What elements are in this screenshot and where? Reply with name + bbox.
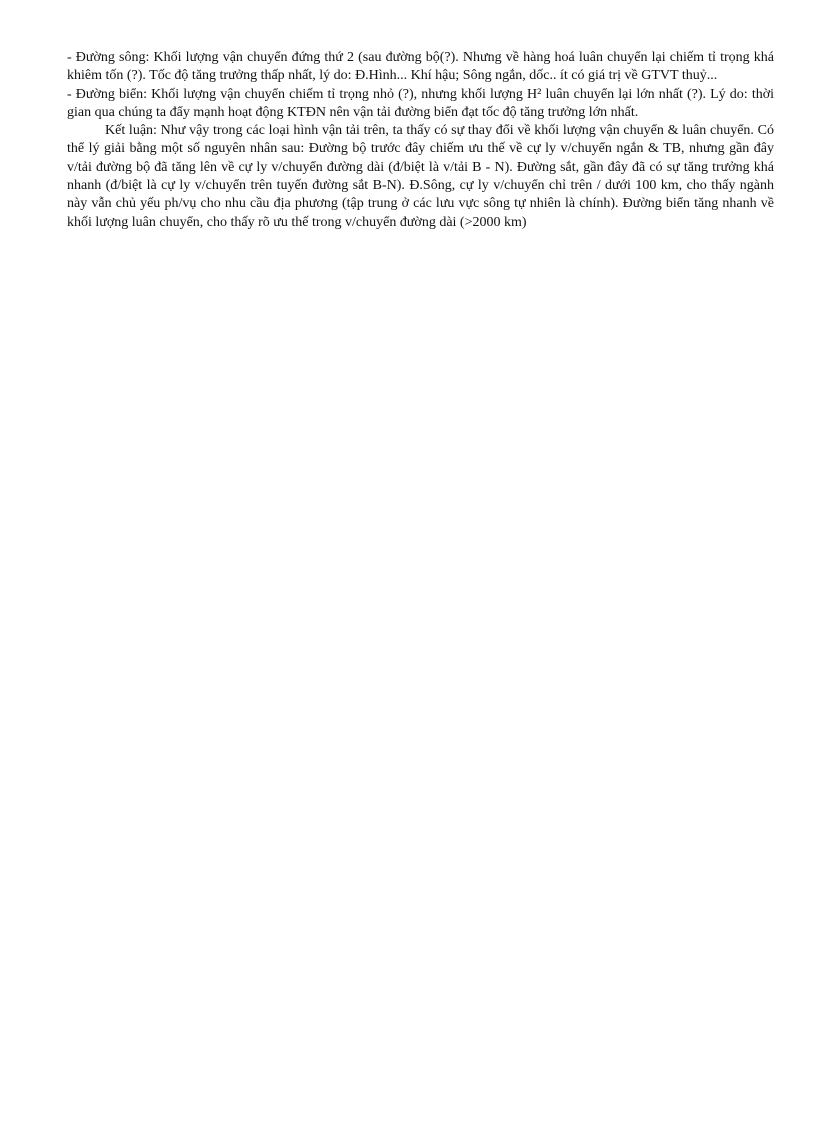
paragraph-river-transport: - Đường sông: Khối lượng vận chuyển đứng thứ 2 (sau đường bộ(?). Nhưng về hàng hoá luân chuyển lại chiếm tỉ trọng khá khiêm tốn (?). Tốc độ tăng trưởng thấp nhất, lý do: Đ.Hình... Khí hậu; Sông ngắn, dốc.. ít có giá trị về GTVT thuỷ... xyxy=(67,50,774,84)
paragraph-conclusion: Kết luận: Như vậy trong các loại hình vận tải trên, ta thấy có sự thay đổi về khối lượng vận chuyển & luân chuyển. Có thể lý giải bằng một số nguyên nhân sau: Đường bộ trước đây chiếm ưu thế về cự ly v/chuyển ngắn & TB, nhưng gần đây v/tải đường bộ đã tăng lên về cự ly v/chuyển đường dài (đ/biệt là v/tải B - N). Đường sắt, gần đây đã có sự tăng trưởng khá nhanh (đ/biệt là cự ly v/chuyển trên tuyến đường sắt B-N). Đ.Sông, cự ly v/chuyển chỉ trên / dưới 100 km, cho thấy ngành này vẫn chủ yếu ph/vụ cho nhu cầu địa phương (tập trung ở các lưu vực sông tự nhiên là chính). Đường biển tăng nhanh về khối lượng luân chuyển, cho thấy rõ ưu thế trong v/chuyển đường dài (>2000 km) xyxy=(67,123,774,230)
document-page xyxy=(67,49,774,232)
paragraph-sea-transport: - Đường biển: Khối lượng vận chuyển chiếm tỉ trọng nhỏ (?), nhưng khối lượng H² luân chuyển lại lớn nhất (?). Lý do: thời gian qua chúng ta đẩy mạnh hoạt động KTĐN nên vận tải đường biển đạt tốc độ tăng trưởng lớn nhất. xyxy=(67,86,774,120)
